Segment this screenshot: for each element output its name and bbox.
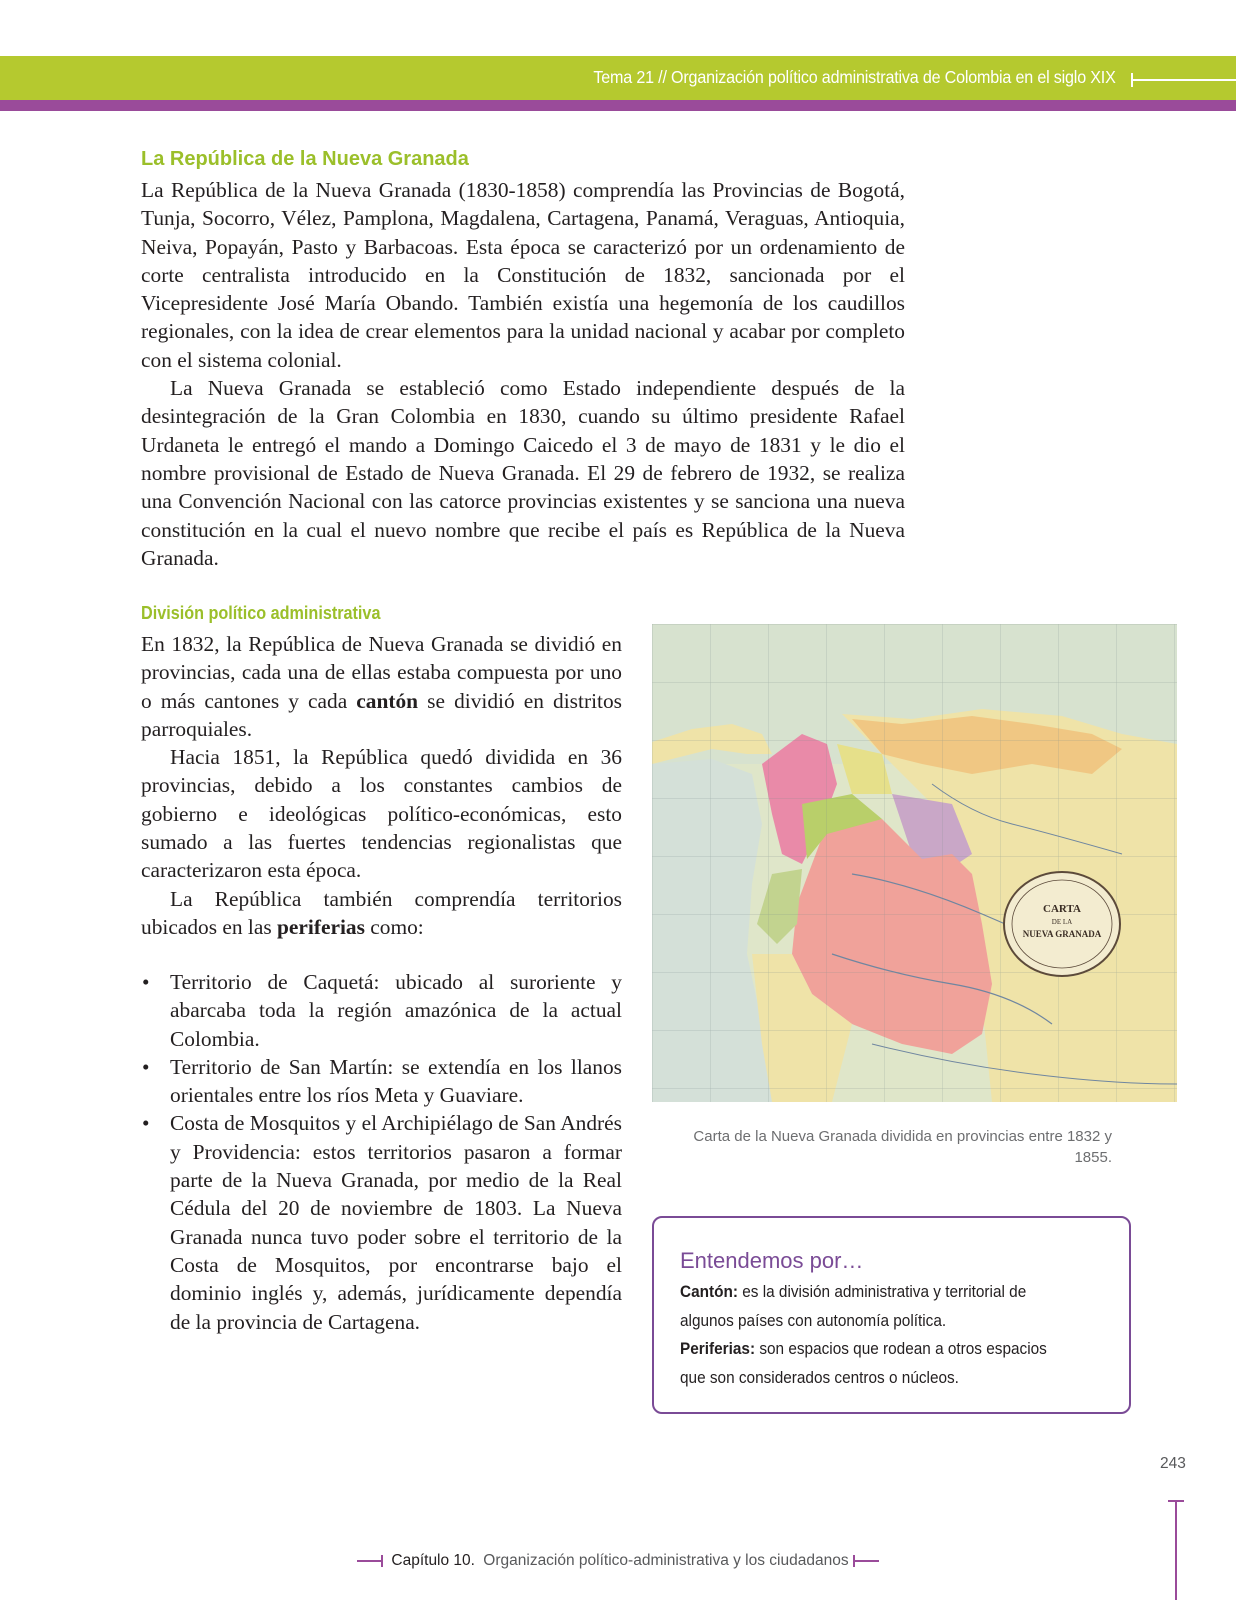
section-title: La República de la Nueva Granada [141,148,469,170]
list-item: • Territorio de Caquetá: ubicado al suroriente y abarcaba toda la región amazónica de la actual Colombia. [141,968,622,1053]
header-title: Tema 21 // Organización político administrativa de Colombia en el siglo XIX [593,67,1116,87]
header-stripe [0,100,1236,111]
definitions-box [652,1216,1131,1414]
footer-deco-right [853,1560,879,1562]
header-rule-tick [1131,73,1133,87]
territories-list [141,968,622,1336]
footer [0,1552,1236,1570]
right-rule [1175,1500,1177,1600]
intro-paragraph-2: La Nueva Granada se estableció como Estado independiente después de la desintegración de la Gran Colombia en 1830, cuando su último presidente Rafael Urdaneta le entregó el mando a Domingo Caicedo el 3 de mayo de 1831 y le dio el nombre provisional de Estado de Nueva Granada. El 29 de febrero de 1932, se realiza una Convención Nacional con las catorce provincias existentes y se sanciona una nueva constitución en la cual el nuevo nombre que recibe el país es República de la Nueva Granada. [141,376,905,570]
list-item: • Territorio de San Martín: se extendía en los llanos orientales entre los ríos Meta y Guaviare. [141,1053,622,1110]
cartouche-line-3: NUEVA GRANADA [1022,929,1102,939]
list-item: • Costa de Mosquitos y el Archipiélago de San Andrés y Providencia: estos territorios pasaron a formar parte de la Nueva Granada, por medio de la Real Cédula del 20 de noviembre de 1803. La Nueva Granada nunca tuvo poder sobre el territorio de la Costa de Mosquitos, por encontrarse bajo el dominio inglés y, además, jurídicamente dependía de la provincia de Cartagena. [141,1109,622,1335]
definition-periferias-line-2: que son considerados centros o núcleos. [680,1368,959,1387]
term-periferias: periferias [277,914,365,939]
footer-text: Organización político-administrativa y los ciudadanos [478,1552,849,1569]
cartouche-line-2: DE LA [1051,918,1073,926]
division-paragraph-3: La República también comprendía territorios ubicados en las periferias como: [141,886,622,939]
division-paragraph-1: En 1832, la República de Nueva Granada se dividió en provincias, cada una de ellas estaba compuesta por uno o más cantones y cada cantón se dividió en distritos parroquiales. [141,632,622,741]
intro-paragraph-1: La República de la Nueva Granada (1830-1858) comprendía las Provincias de Bogotá, Tunja, Socorro, Vélez, Pamplona, Magdalena, Cartagena, Panamá, Veraguas, Antioquia, Neiva, Popayán, Pasto y Barbacoas. Esta época se caracterizó por un ordenamiento de corte centralista introducido en la Constitución de 1832, sancionada por el Vicepresidente José María Obando. También existía una hegemonía de los caudillos regionales, con la idea de crear elementos para la unidad nacional y acabar por completo con el sistema colonial. [141,178,905,372]
historic-map-image [652,624,1177,1102]
subsection-title: División político administrativa [141,603,381,623]
division-text [141,630,622,941]
page-number: 243 [1160,1455,1186,1472]
map-caption: Carta de la Nueva Granada dividida en provincias entre 1832 y 1855. [693,1128,1112,1166]
footer-chapter: Capítulo 10. [391,1552,475,1569]
definition-canton-line-1: Cantón: es la división administrativa y territorial de [680,1283,1027,1301]
definitions-title: Entendemos por… [680,1248,864,1273]
term-canton: cantón [356,688,419,713]
footer-deco-left [357,1560,383,1562]
definition-periferias-line-1: Periferias: son espacios que rodean a otros espacios [680,1340,1047,1358]
header-rule [1131,79,1236,81]
cartouche-line-1: CARTA [1043,903,1081,915]
intro-text [141,176,905,572]
map-cartouche [1004,872,1120,976]
definition-canton-line-2: algunos países con autonomía política. [680,1311,947,1330]
division-paragraph-2: Hacia 1851, la República quedó dividida en 36 provincias, debido a los constantes cambios de gobierno e ideológicas político-económicas, esto sumado a las fuertes tendencias regionalistas que caracterizaron esta época. [141,745,622,883]
